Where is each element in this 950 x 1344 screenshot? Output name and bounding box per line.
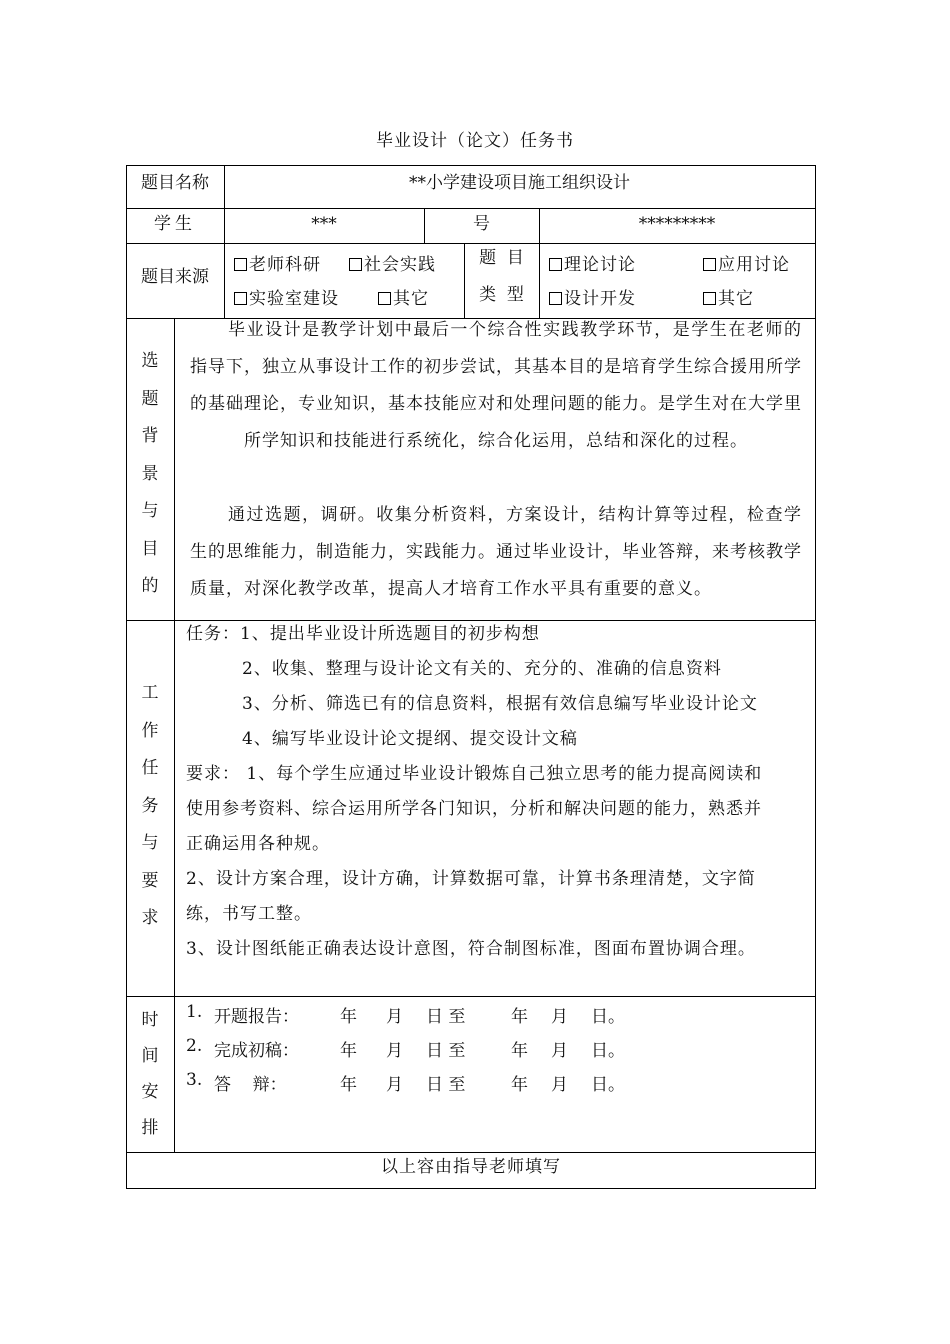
tasks-content bbox=[186, 617, 811, 967]
student-name: *** bbox=[311, 214, 337, 234]
checkbox-icon bbox=[549, 292, 562, 305]
source-option-other[interactable]: 其它 bbox=[378, 284, 429, 309]
footer-note: 以上容由指导老师填写 bbox=[381, 1157, 561, 1177]
student-number-label: 号 bbox=[473, 214, 490, 234]
source-option-social-practice[interactable]: 社会实践 bbox=[349, 250, 436, 275]
background-paragraph-2: 通过选题，调研。收集分析资料，方案设计，结构计算等过程，检查学生的思维能力，制造能力，实践能力。通过毕业设计，毕业答辩，来考核教学质量，对深化教学改革，提高人才培育工作水平具有重要的意义。 bbox=[190, 505, 802, 599]
schedule-section-label: 时 间 安 排 bbox=[141, 1010, 159, 1138]
task-line: 3、分析、筛选已有的信息资料，根据有效信息编写毕业设计论文 bbox=[242, 694, 758, 714]
type-option-other[interactable]: 其它 bbox=[703, 284, 754, 309]
type-label-line1: 题 目 bbox=[479, 248, 524, 268]
type-option-application[interactable]: 应用讨论 bbox=[703, 250, 790, 275]
document-title: 毕业设计（论文）任务书 bbox=[376, 131, 574, 151]
source-option-lab-construction[interactable]: 实验室建设 bbox=[234, 284, 339, 309]
source-option-teacher-research[interactable]: 老师科研 bbox=[234, 250, 321, 275]
background-paragraph-1: 毕业设计是教学计划中最后一个综合性实践教学环节，是学生在老师的指导下，独立从事设计工作的初步尝试，其基本目的是培育学生综合援用所学的基础理论，专业知识，基本技能应对和处理问题的能力。是学生对在大学里所学知识和技能进行系统化，综合化运用，总结和深化的过程。 bbox=[190, 320, 802, 451]
student-label: 学生 bbox=[154, 214, 196, 234]
type-label-line2: 类 型 bbox=[479, 285, 524, 305]
requirement-line: 正确运用各种规。 bbox=[186, 834, 330, 854]
requirement-line: 练，书写工整。 bbox=[186, 904, 312, 924]
checkbox-icon bbox=[703, 292, 716, 305]
requirement-line: 2、设计方案合理，设计方确，计算数据可靠，计算书条理清楚，文字简 bbox=[186, 869, 756, 889]
tasks-section-label: 工 作 任 务 与 要 求 bbox=[141, 683, 159, 928]
title-value: **小学建设项目施工组织设计 bbox=[409, 173, 630, 193]
checkbox-icon bbox=[378, 292, 391, 305]
source-label: 题目来源 bbox=[141, 267, 209, 287]
background-section-label: 选 题 背 景 与 目 的 bbox=[141, 351, 159, 596]
checkbox-icon bbox=[349, 258, 362, 271]
type-option-design[interactable]: 设计开发 bbox=[549, 284, 636, 309]
requirement-line: 3、设计图纸能正确表达设计意图，符合制图标准，图面布置协调合理。 bbox=[186, 939, 756, 959]
student-number: ********* bbox=[638, 214, 716, 234]
requirement-line: 要求： 1、每个学生应通过毕业设计锻炼自己独立思考的能力提高阅读和 bbox=[186, 764, 763, 784]
checkbox-icon bbox=[234, 258, 247, 271]
task-line: 2、收集、整理与设计论文有关的、充分的、准确的信息资料 bbox=[242, 659, 722, 679]
requirement-line: 使用参考资料、综合运用所学各门知识，分析和解决问题的能力，熟悉并 bbox=[186, 799, 762, 819]
checkbox-icon bbox=[549, 258, 562, 271]
task-line: 任务：1、提出毕业设计所选题目的初步构想 bbox=[186, 624, 540, 644]
type-option-theory[interactable]: 理论讨论 bbox=[549, 250, 636, 275]
title-label: 题目名称 bbox=[141, 173, 209, 193]
checkbox-icon bbox=[703, 258, 716, 271]
task-line: 4、编写毕业设计论文提纲、提交设计文稿 bbox=[242, 729, 578, 749]
checkbox-icon bbox=[234, 292, 247, 305]
